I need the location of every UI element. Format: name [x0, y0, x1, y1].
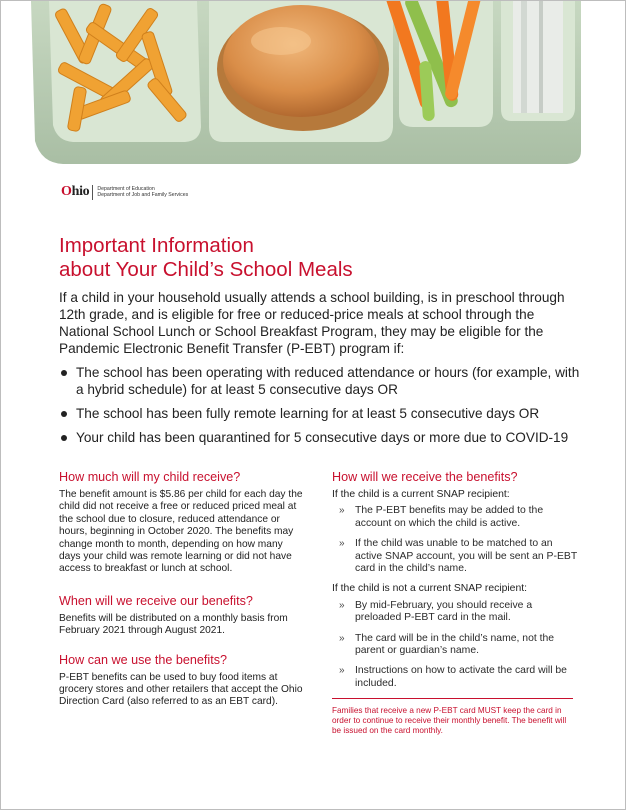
intro-paragraph: If a child in your household usually attends a school building, is in preschool through 12th grade, and is eligible for free or reduced-price meals at school through the National School Lunch or School Breakfast Program, they may be eligible for the Pandemic Electronic Benefit Transfer (P-EBT) program if:	[59, 290, 565, 356]
section-heading-amount: How much will my child receive?	[59, 470, 241, 484]
spacer	[59, 576, 307, 594]
non-snap-recipient-list	[332, 600, 577, 690]
list-item: » The card will be in the child’s name, not the parent or guardian’s name.	[339, 633, 577, 658]
non-snap-recipient-label: If the child is not a current SNAP recipient:	[332, 583, 528, 595]
logo-dept-education: Department of Education	[97, 186, 155, 192]
page-title	[59, 234, 353, 282]
snap-recipient-label: If the child is a current SNAP recipient:	[332, 489, 510, 500]
ohio-wordmark-rest: hio	[71, 184, 90, 199]
logo-dept-jfs: Department of Job and Family Services	[97, 192, 189, 198]
section-body-amount: The benefit amount is $5.86 per child for each day the child did not receive a free or reduced priced meal at the school due to closure, reduced attendance or hours, beginning in October 2020. The benefits may change month to month, depending on how many days your child was remote learning or did not have access to breakfast or lunch at school.	[59, 489, 303, 575]
section-heading-timing: When will we receive our benefits?	[59, 593, 253, 608]
section-body-timing: Benefits will be distributed on a monthly basis from February 2021 through August 2021.	[59, 612, 288, 637]
eligibility-item: Your child has been quarantined for 5 consecutive days or more due to COVID-19	[59, 429, 589, 446]
ohio-logo	[61, 184, 188, 200]
notice-divider	[332, 698, 573, 699]
logo-departments	[97, 186, 188, 198]
section-body-usage: P-EBT benefits can be used to buy food items at grocery stores and other retailers that accept the Ohio Direction Card (also referred to as an EBT card).	[59, 671, 303, 708]
list-item: » The P-EBT benefits may be added to the account on which the child is active.	[339, 505, 577, 530]
page-title-line1: Important Information	[59, 234, 254, 257]
list-item: » By mid-February, you should receive a preloaded P-EBT card in the mail.	[339, 600, 577, 625]
card-notice: Families that receive a new P-EBT card MUST keep the card in order to continue to receive their monthly benefit. The benefit will be issued on the card monthly.	[332, 706, 567, 736]
spacer	[59, 638, 307, 653]
eligibility-list	[59, 364, 589, 453]
left-column	[59, 470, 307, 709]
ohio-wordmark-o: O	[61, 184, 72, 199]
eligibility-item: The school has been operating with reduced attendance or hours (for example, with a hybrid schedule) for at least 5 consecutive days OR	[59, 364, 589, 398]
page-title-line2: about Your Child’s School Meals	[59, 258, 353, 281]
ohio-wordmark	[61, 184, 89, 200]
eligibility-item: The school has been fully remote learning for at least 5 consecutive days OR	[59, 405, 589, 422]
right-column	[332, 470, 577, 736]
section-heading-receive: How will we receive the benefits?	[332, 470, 518, 484]
snap-recipient-list	[332, 505, 577, 575]
section-heading-usage: How can we use the benefits?	[59, 652, 228, 667]
list-item: » If the child was unable to be matched to an active SNAP account, you will be sent an P-EBT card in the child’s name.	[339, 538, 577, 575]
napkin	[513, 1, 563, 113]
lunch-tray-illustration	[1, 1, 626, 171]
list-item: » Instructions on how to activate the card will be included.	[339, 665, 577, 690]
logo-divider	[92, 185, 93, 200]
